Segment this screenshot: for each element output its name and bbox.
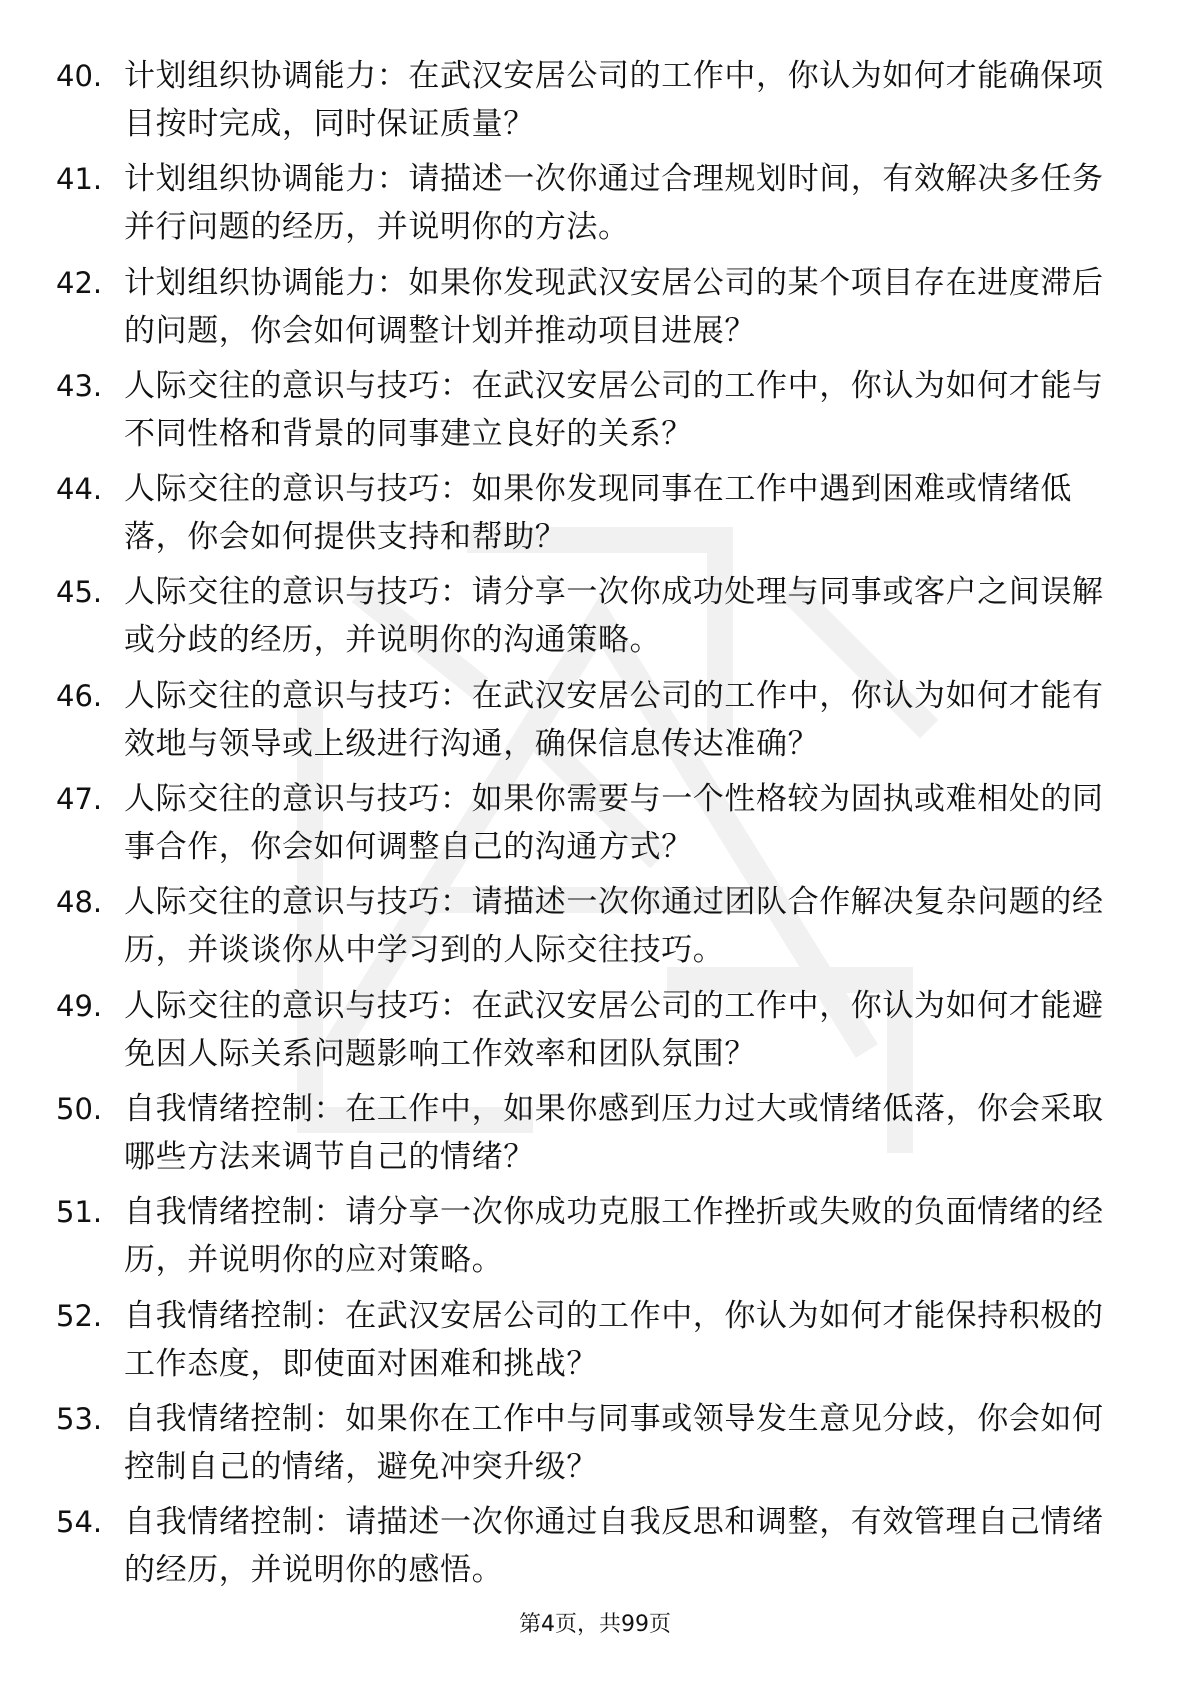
question-number: 46. xyxy=(56,678,103,713)
question-number: 41. xyxy=(56,162,103,197)
question-item xyxy=(56,1395,1116,1498)
question-text: 人际交往的意识与技巧：请描述一次你通过团队合作解决复杂问题的经历，并谈谈你从中学习到的人际交往技巧。 xyxy=(124,884,1104,969)
question-text: 人际交往的意识与技巧：在武汉安居公司的工作中，你认为如何才能与不同性格和背景的同事建立良好的关系？ xyxy=(124,367,1104,452)
question-text: 人际交往的意识与技巧：请分享一次你成功处理与同事或客户之间误解或分歧的经历，并说明你的沟通策略。 xyxy=(124,574,1104,659)
question-number: 52. xyxy=(56,1298,103,1333)
question-number: 47. xyxy=(56,782,103,817)
question-item xyxy=(56,1188,1116,1291)
question-text: 计划组织协调能力：如果你发现武汉安居公司的某个项目存在进度滞后的问题，你会如何调整计划并推动项目进展？ xyxy=(124,264,1104,349)
question-number: 48. xyxy=(56,885,103,920)
question-item xyxy=(56,1292,1116,1395)
question-item xyxy=(56,259,1116,362)
question-text: 人际交往的意识与技巧：如果你发现同事在工作中遇到困难或情绪低落，你会如何提供支持和帮助？ xyxy=(124,471,1072,556)
question-number: 44. xyxy=(56,472,103,507)
question-text: 自我情绪控制：在工作中，如果你感到压力过大或情绪低落，你会采取哪些方法来调节自己的情绪？ xyxy=(124,1090,1104,1175)
question-number: 43. xyxy=(56,368,103,403)
question-number: 49. xyxy=(56,988,103,1023)
question-text: 自我情绪控制：在武汉安居公司的工作中，你认为如何才能保持积极的工作态度，即使面对困难和挑战？ xyxy=(124,1297,1104,1382)
question-item xyxy=(56,465,1116,568)
question-item xyxy=(56,52,1116,155)
question-text: 人际交往的意识与技巧：如果你需要与一个性格较为固执或难相处的同事合作，你会如何调整自己的沟通方式？ xyxy=(124,781,1104,866)
question-item xyxy=(56,775,1116,878)
question-text: 自我情绪控制：请分享一次你成功克服工作挫折或失败的负面情绪的经历，并说明你的应对策略。 xyxy=(124,1194,1104,1279)
question-item xyxy=(56,672,1116,775)
question-number: 45. xyxy=(56,575,103,610)
question-text: 自我情绪控制：如果你在工作中与同事或领导发生意见分歧，你会如何控制自己的情绪，避免冲突升级？ xyxy=(124,1400,1104,1485)
question-number: 51. xyxy=(56,1195,103,1230)
question-text: 人际交往的意识与技巧：在武汉安居公司的工作中，你认为如何才能避免因人际关系问题影响工作效率和团队氛围？ xyxy=(124,987,1104,1072)
question-item xyxy=(56,1085,1116,1188)
question-item xyxy=(56,1498,1116,1601)
page-number-label: 第4页，共99页 xyxy=(519,1612,671,1637)
question-item xyxy=(56,362,1116,465)
question-text: 人际交往的意识与技巧：在武汉安居公司的工作中，你认为如何才能有效地与领导或上级进行沟通，确保信息传达准确？ xyxy=(124,677,1104,762)
question-list xyxy=(56,52,1116,1601)
question-text: 自我情绪控制：请描述一次你通过自我反思和调整，有效管理自己情绪的经历，并说明你的感悟。 xyxy=(124,1504,1104,1589)
question-item xyxy=(56,155,1116,258)
question-item xyxy=(56,878,1116,981)
question-item xyxy=(56,982,1116,1085)
page-footer xyxy=(0,1610,1190,1640)
question-number: 53. xyxy=(56,1401,103,1436)
question-item xyxy=(56,568,1116,671)
question-text: 计划组织协调能力：在武汉安居公司的工作中，你认为如何才能确保项目按时完成，同时保证质量？ xyxy=(124,58,1104,142)
question-number: 40. xyxy=(56,59,103,93)
question-number: 50. xyxy=(56,1091,103,1126)
question-text: 计划组织协调能力：请描述一次你通过合理规划时间，有效解决多任务并行问题的经历，并说明你的方法。 xyxy=(124,161,1104,246)
question-number: 54. xyxy=(56,1505,103,1540)
question-number: 42. xyxy=(56,265,103,300)
